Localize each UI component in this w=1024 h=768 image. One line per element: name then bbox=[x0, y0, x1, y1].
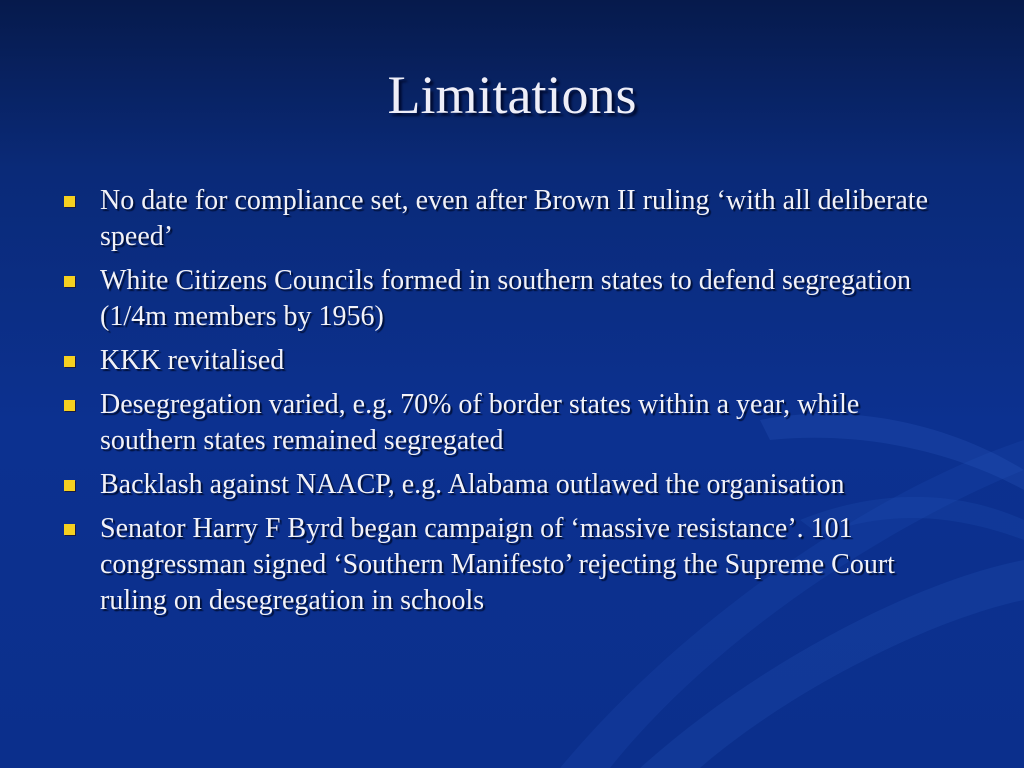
bullet-text: Desegregation varied, e.g. 70% of border states within a year, while southern states remained segregated bbox=[100, 389, 860, 456]
bullet-text: White Citizens Councils formed in southern states to defend segregation (1/4m members by 1956) bbox=[100, 265, 912, 332]
bullet-item bbox=[58, 467, 958, 503]
yellow-square-bullet-icon bbox=[64, 400, 75, 411]
yellow-square-bullet-icon bbox=[64, 524, 75, 535]
bullet-item bbox=[58, 511, 958, 619]
bullet-text: Senator Harry F Byrd began campaign of ‘massive resistance’. 101 congressman signed ‘Southern Manifesto’ rejecting the Supreme Court ruling on desegregation in schools bbox=[100, 513, 895, 616]
slide-title: Limitations bbox=[387, 65, 637, 125]
bullet-item bbox=[58, 387, 958, 459]
bullet-text: No date for compliance set, even after Brown II ruling ‘with all deliberate speed’ bbox=[100, 185, 929, 252]
yellow-square-bullet-icon bbox=[64, 276, 75, 287]
bullet-list bbox=[58, 183, 958, 627]
yellow-square-bullet-icon bbox=[64, 356, 75, 367]
bullet-item bbox=[58, 183, 958, 255]
bullet-item bbox=[58, 343, 958, 379]
yellow-square-bullet-icon bbox=[64, 480, 75, 491]
bullet-text: KKK revitalised bbox=[100, 345, 285, 376]
yellow-square-bullet-icon bbox=[64, 196, 75, 207]
bullet-text: Backlash against NAACP, e.g. Alabama outlawed the organisation bbox=[100, 469, 845, 500]
bullet-item bbox=[58, 263, 958, 335]
